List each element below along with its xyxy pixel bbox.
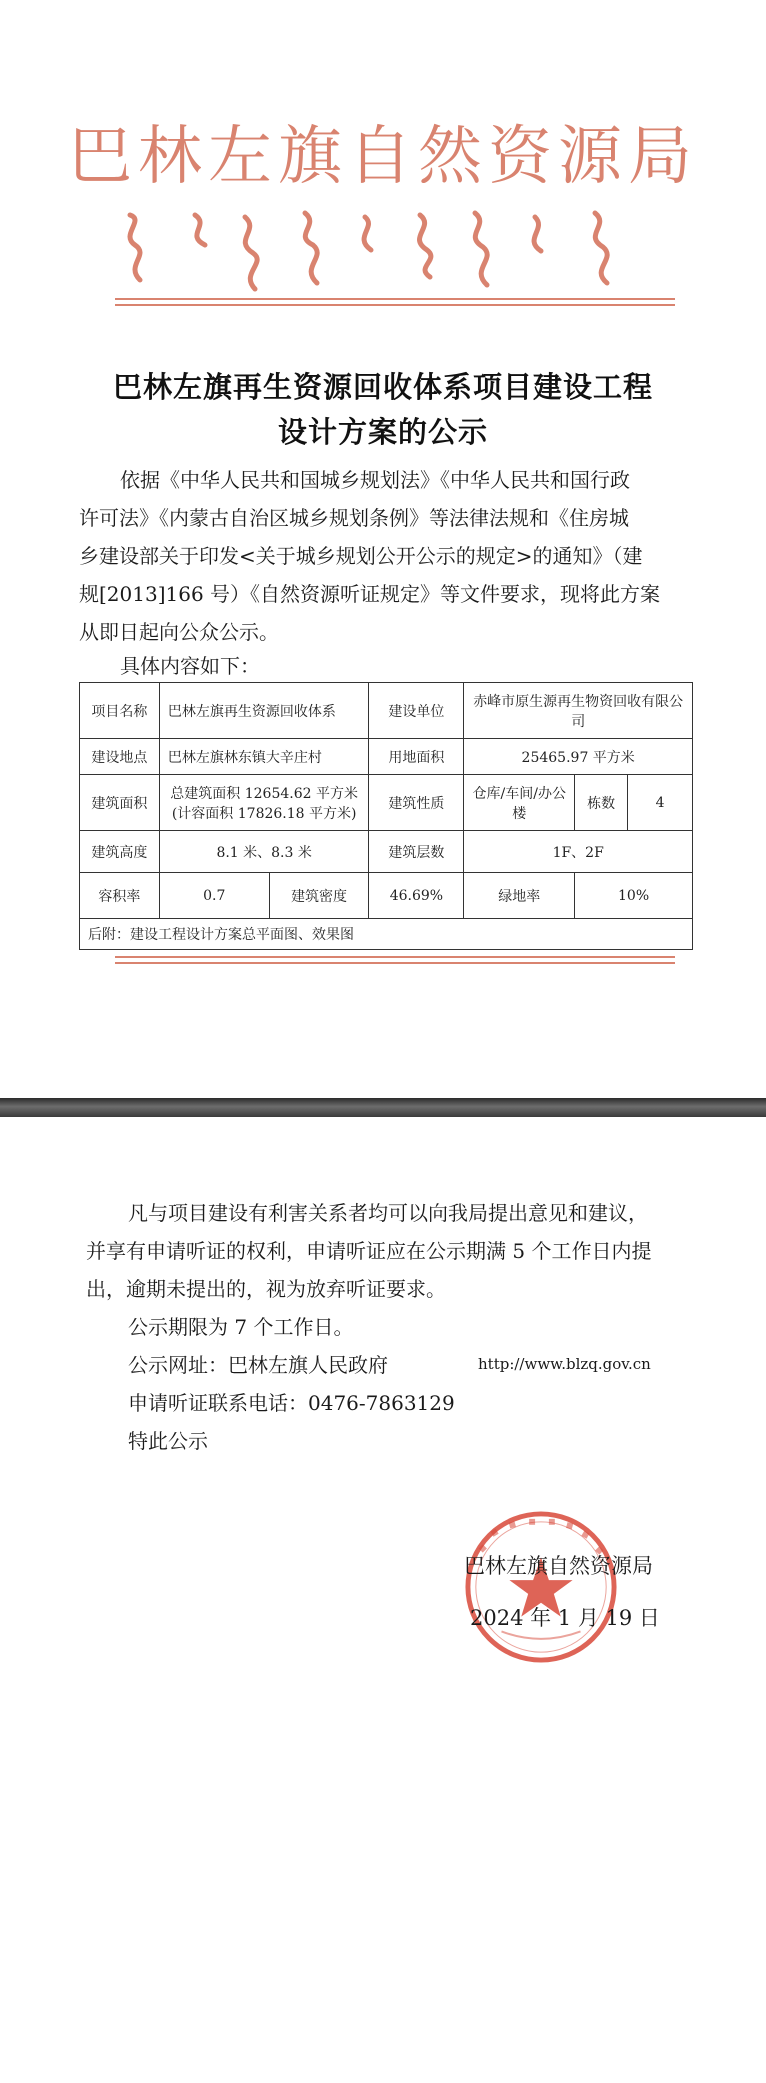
attachment-note: 后附：建设工程设计方案总平面图、效果图 <box>80 919 693 950</box>
building-height-value: 8.1 米、8.3 米 <box>159 831 369 873</box>
far-value: 0.7 <box>159 873 269 919</box>
green-ratio-label: 绿地率 <box>464 873 575 919</box>
intro-line: 许可法》《内蒙古自治区城乡规划条例》等法律法规和《住房城 <box>79 506 629 530</box>
footer-rule-bottom <box>115 962 675 964</box>
website-url-link[interactable]: http://www.blzq.gov.cn <box>478 1355 651 1373</box>
letterhead-mongolian-script <box>115 205 675 295</box>
notice-title-line1: 巴林左旗再生资源回收体系项目建设工程 <box>112 370 653 404</box>
land-area-label: 用地面积 <box>369 739 464 775</box>
project-name-value: 巴林左旗再生资源回收体系 <box>159 683 369 739</box>
objection-line: 并享有申请听证的权利，申请听证应在公示期满 5 个工作日内提 <box>86 1239 652 1263</box>
far-label: 容积率 <box>80 873 160 919</box>
floor-area-label: 建筑面积 <box>80 775 160 831</box>
objection-line: 出，逾期未提出的，视为放弃听证要求。 <box>86 1277 446 1301</box>
footer-rule-top <box>115 956 675 958</box>
building-height-label: 建筑高度 <box>80 831 160 873</box>
intro-line: 规[2013]166 号）《自然资源听证规定》等文件要求，现将此方案 <box>79 582 661 606</box>
signature-org: 巴林左旗自然资源局 <box>464 1554 653 1578</box>
location-label: 建设地点 <box>80 739 160 775</box>
objection-line: 凡与项目建设有利害关系者均可以向我局提出意见和建议， <box>128 1201 648 1225</box>
floor-area-far-area: (计容面积 17826.18 平方米) <box>171 805 357 822</box>
floor-area-total: 总建筑面积 12654.62 平方米 <box>170 785 358 802</box>
website-label: 公示网址：巴林左旗人民政府 <box>128 1353 388 1377</box>
signature-date: 2024 年 1 月 19 日 <box>470 1606 660 1630</box>
official-seal-stamp <box>462 1508 620 1666</box>
floors-label: 建筑层数 <box>369 831 464 873</box>
details-intro: 具体内容如下： <box>120 654 260 678</box>
floor-area-value <box>159 775 369 831</box>
location-value: 巴林左旗林东镇大辛庄村 <box>159 739 369 775</box>
building-count-label: 栋数 <box>575 775 628 831</box>
hearing-phone: 申请听证联系电话：0476-7863129 <box>128 1391 455 1415</box>
builder-label: 建设单位 <box>369 683 464 739</box>
building-count-value: 4 <box>628 775 693 831</box>
intro-line: 从即日起向公众公示。 <box>79 620 279 644</box>
closing-text: 特此公示 <box>128 1429 208 1453</box>
letterhead-rule-top <box>115 298 675 300</box>
notice-period: 公示期限为 7 个工作日。 <box>128 1315 354 1339</box>
density-label: 建筑密度 <box>269 873 369 919</box>
building-nature-value: 仓库/车间/办公楼 <box>464 775 575 831</box>
project-info-table <box>79 682 693 950</box>
builder-value: 赤峰市原生源再生物资回收有限公司 <box>464 683 693 739</box>
floors-value: 1F、2F <box>464 831 693 873</box>
building-nature-label: 建筑性质 <box>369 775 464 831</box>
intro-line: 乡建设部关于印发<关于城乡规划公开公示的规定>的通知》（建 <box>79 544 643 568</box>
land-area-value: 25465.97 平方米 <box>464 739 693 775</box>
letterhead-rule-bottom <box>115 304 675 306</box>
intro-line: 依据《中华人民共和国城乡规划法》《中华人民共和国行政 <box>120 468 630 492</box>
letterhead-org-name: 巴林左旗自然资源局 <box>68 120 698 194</box>
density-value: 46.69% <box>369 873 464 919</box>
project-name-label: 项目名称 <box>80 683 160 739</box>
green-ratio-value: 10% <box>575 873 693 919</box>
notice-title-line2: 设计方案的公示 <box>277 415 488 449</box>
page-separator <box>0 1098 766 1117</box>
